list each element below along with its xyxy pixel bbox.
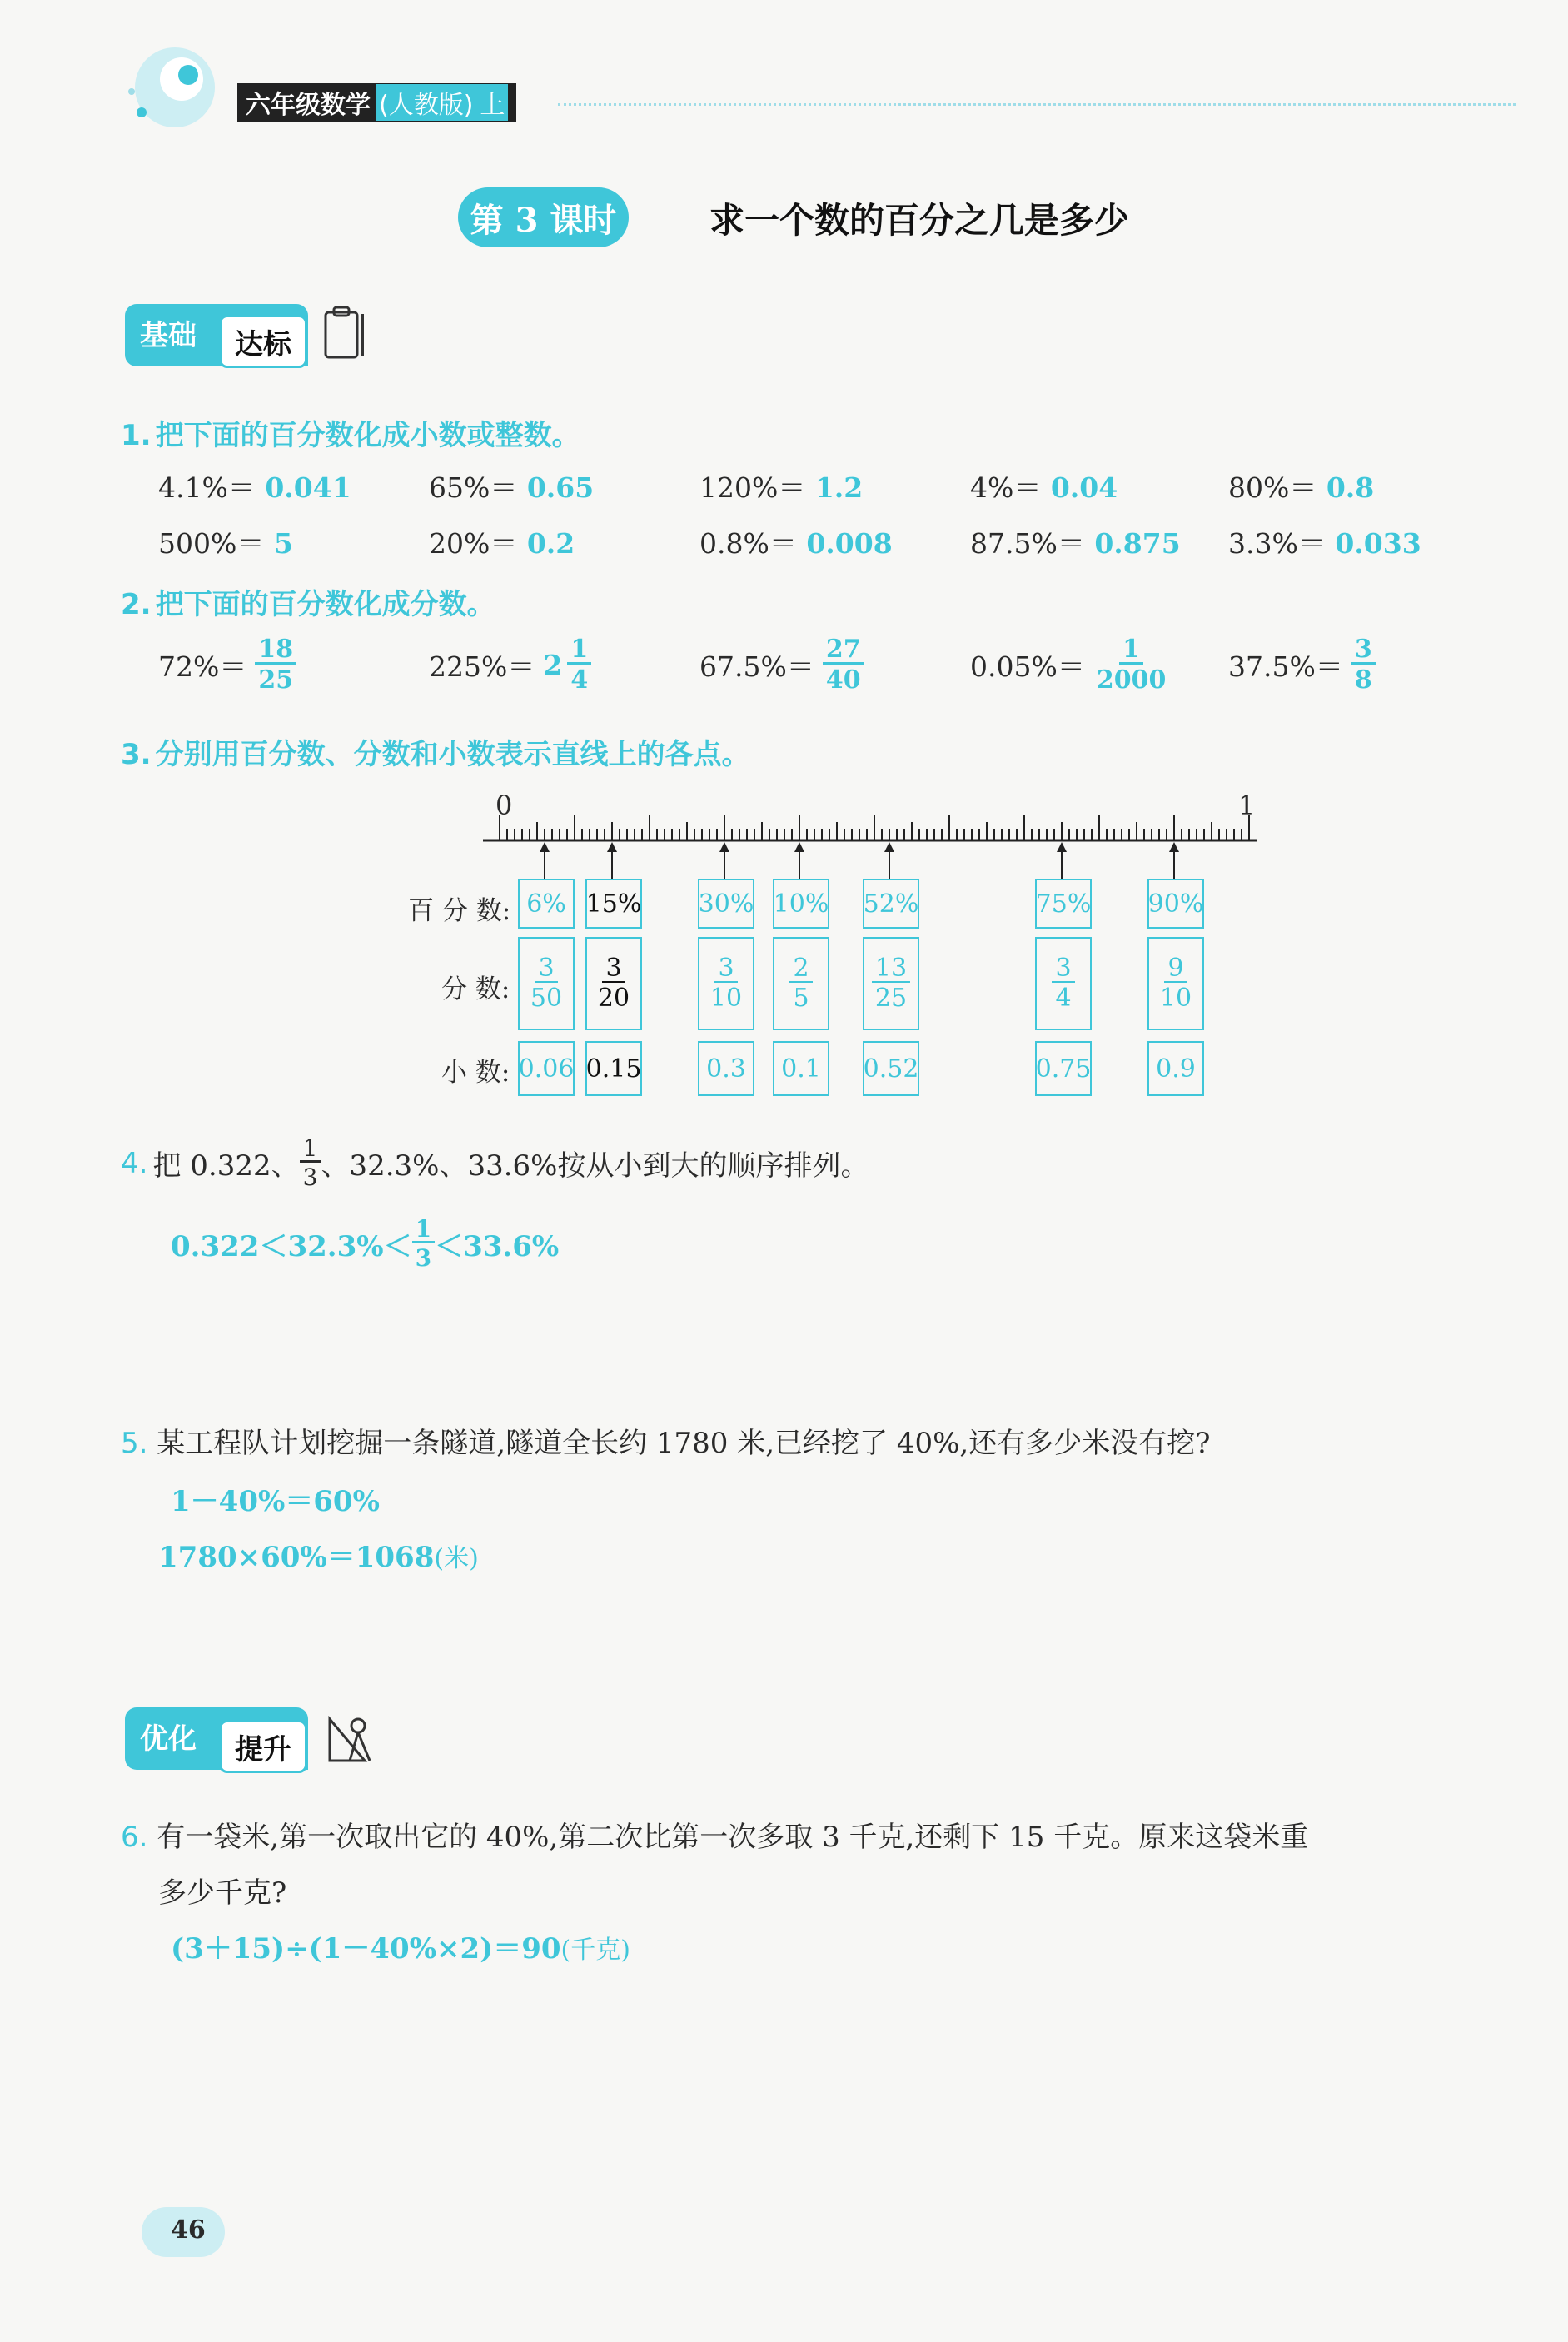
q6-question-line1 <box>121 1814 1308 1855</box>
decimal-box: 0.75 <box>1035 1041 1092 1096</box>
decimal-box: 0.52 <box>863 1041 919 1096</box>
percent-box: 75% <box>1035 879 1092 929</box>
decimal-box: 0.3 <box>698 1041 754 1096</box>
percent-box: 10% <box>773 879 829 929</box>
fraction-box <box>518 937 575 1030</box>
number-line-arrowhead <box>884 842 894 852</box>
q1-expr: 0.8%＝ <box>699 527 797 560</box>
q2-answer-den: 2000 <box>1096 665 1167 695</box>
fraction-box <box>773 937 829 1030</box>
q4-answer-den: 3 <box>415 1244 432 1272</box>
q1-answer: 0.033 <box>1325 527 1421 560</box>
q4-answer <box>171 1215 560 1272</box>
q2-item <box>970 637 1169 693</box>
decimal-box: 0.15 <box>585 1041 642 1096</box>
q1-expr: 500%＝ <box>158 527 265 560</box>
q1-answer: 0.65 <box>517 471 595 504</box>
section-basic-tab-text: 基础 <box>140 319 197 352</box>
decimal-box: 0.9 <box>1147 1041 1204 1096</box>
q2-answer-den: 25 <box>258 665 294 695</box>
q1-item <box>1228 522 1421 561</box>
q2-item <box>429 637 591 693</box>
header-edition: (人教版) <box>376 84 476 121</box>
q5-answer-line1: 1－40%＝60% <box>171 1485 380 1518</box>
q2-answer-num: 1 <box>1119 637 1143 665</box>
q2-answer-den: 40 <box>825 665 861 695</box>
q2-number: 2. <box>121 588 152 621</box>
q5-answer-line2-expr: 1780×60%＝1068 <box>158 1541 435 1574</box>
fraction-box-den: 5 <box>793 984 809 1013</box>
q1-item <box>970 466 1118 506</box>
q2-answer-fraction <box>255 637 296 693</box>
q4-fraction-num: 1 <box>300 1137 321 1163</box>
q2-expr: 72%＝ <box>158 650 247 683</box>
header-ornament <box>117 42 225 133</box>
q2-answer <box>255 637 296 693</box>
q1-item <box>970 522 1181 561</box>
q6-text-line1: 有一袋米,第一次取出它的 40%,第二次比第一次多取 3 千克,还剩下 15 千克。原来这袋米重 <box>157 1821 1309 1854</box>
page-number: 46 <box>171 2215 206 2245</box>
section-advanced-tab-text: 优化 <box>140 1722 197 1756</box>
q1-answer: 0.8 <box>1317 471 1375 504</box>
q2-answer <box>1093 637 1170 693</box>
q6-answer-expr: (3＋15)÷(1－40%×2)＝90 <box>171 1932 561 1966</box>
q4-number: 4. <box>121 1146 148 1180</box>
section-basic-label <box>219 315 307 368</box>
q5-text: 某工程队计划挖掘一条隧道,隧道全长约 1780 米,已经挖了 40%,还有多少米没有挖? <box>157 1427 1211 1460</box>
q2-answer-fraction <box>1093 637 1170 693</box>
q1-expr: 3.3%＝ <box>1228 527 1326 560</box>
q5-answer-line2 <box>158 1534 479 1575</box>
q2-answer-fraction <box>823 637 864 693</box>
q2-answer <box>1351 637 1376 693</box>
fraction-box-den: 10 <box>709 984 743 1013</box>
fraction-box-value <box>527 956 565 1011</box>
number-line-start-label: 0 <box>495 790 513 821</box>
percent-box: 52% <box>863 879 919 929</box>
q1-expr: 65%＝ <box>429 471 518 504</box>
fraction-box-value <box>1052 956 1074 1011</box>
q4-fraction-den: 3 <box>302 1164 318 1191</box>
geometry-tools-icon <box>325 1707 379 1769</box>
q2-answer-num: 27 <box>823 637 864 665</box>
q1-expr: 87.5%＝ <box>970 527 1085 560</box>
number-line-arrowhead <box>719 842 729 852</box>
q6-answer <box>171 1926 630 1966</box>
section-advanced-label <box>219 1720 307 1773</box>
q2-item <box>699 637 864 693</box>
q4-answer-part-b: ＜33.6% <box>435 1230 560 1263</box>
q1-expr: 120%＝ <box>699 471 806 504</box>
lesson-badge-text: 第 3 课时 <box>470 200 617 240</box>
q4-answer-part-a: 0.322＜32.3%＜ <box>171 1230 412 1263</box>
clipboard-icon <box>321 304 371 366</box>
q2-expr: 225%＝ <box>429 650 535 683</box>
q1-item <box>429 466 594 506</box>
number-line-arrowhead <box>794 842 804 852</box>
fraction-box-num: 3 <box>602 956 625 983</box>
header-rule <box>558 103 1516 106</box>
q1-heading <box>121 412 580 453</box>
q3-number: 3. <box>121 738 152 771</box>
q2-answer <box>543 637 591 693</box>
q1-item <box>158 466 351 506</box>
q2-answer-num: 18 <box>255 637 296 665</box>
q4-question <box>121 1134 869 1191</box>
q6-answer-unit: (千克) <box>560 1936 630 1965</box>
q2-text: 把下面的百分数化成分数。 <box>155 588 495 621</box>
row-label-decimal: 小 数: <box>441 1058 510 1088</box>
fraction-box-value <box>789 956 812 1011</box>
percent-box: 90% <box>1147 879 1204 929</box>
row-label-fraction: 分 数: <box>441 974 510 1004</box>
q1-answer: 1.2 <box>805 471 864 504</box>
q3-heading <box>121 731 750 772</box>
header-label <box>237 83 516 122</box>
q2-answer-fraction <box>567 637 591 693</box>
fraction-box <box>698 937 754 1030</box>
fraction-box-num: 3 <box>1052 956 1074 983</box>
row-label-percent: 百 分 数: <box>408 896 511 926</box>
q2-expr: 67.5%＝ <box>699 650 814 683</box>
q2-expr: 0.05%＝ <box>970 650 1085 683</box>
fraction-box-num: 13 <box>872 956 910 983</box>
q4-prefix: 把 0.322、 <box>152 1149 300 1183</box>
q2-answer <box>823 637 864 693</box>
number-line-arrowhead <box>1057 842 1067 852</box>
header-grade: 六年级数学 <box>246 91 371 120</box>
q1-item <box>699 466 863 506</box>
q5-answer-unit: (米) <box>434 1544 479 1573</box>
q1-number: 1. <box>121 419 152 452</box>
fraction-box-num: 2 <box>789 956 812 983</box>
q2-answer-num: 1 <box>567 637 591 665</box>
q1-item <box>1228 466 1374 506</box>
q1-item <box>158 522 293 561</box>
q1-answer: 0.875 <box>1084 527 1181 560</box>
q5-number: 5. <box>121 1427 148 1460</box>
fraction-box-value <box>595 956 633 1011</box>
q1-answer: 0.008 <box>796 527 893 560</box>
header-volume: 上 <box>476 84 508 121</box>
decimal-box: 0.06 <box>518 1041 575 1096</box>
q2-heading <box>121 581 495 622</box>
number-line-end-label: 1 <box>1238 790 1256 821</box>
number-line <box>466 812 1266 879</box>
number-line-arrowhead <box>540 842 550 852</box>
section-basic-label-text: 达标 <box>235 327 291 361</box>
fraction-box-num: 3 <box>714 956 737 983</box>
number-line-arrowhead <box>607 842 617 852</box>
q1-expr: 4%＝ <box>970 471 1042 504</box>
q1-expr: 20%＝ <box>429 527 518 560</box>
q2-item <box>1228 637 1376 693</box>
q1-answer: 5 <box>264 527 293 560</box>
q2-answer-fraction <box>1351 637 1376 693</box>
q1-answer: 0.2 <box>517 527 575 560</box>
lesson-badge <box>458 187 629 247</box>
fraction-box-value <box>1157 956 1195 1011</box>
decimal-box: 0.1 <box>773 1041 829 1096</box>
q1-answer: 0.04 <box>1041 471 1118 504</box>
fraction-box-den: 50 <box>530 984 563 1013</box>
q2-item <box>158 637 296 693</box>
q6-question-line2: 多少千克? <box>158 1876 287 1910</box>
q4-answer-fraction <box>412 1215 435 1272</box>
lesson-title: 求一个数的百分之几是多少 <box>709 200 1130 241</box>
fraction-box-value <box>707 956 745 1011</box>
number-line-arrowhead <box>1169 842 1179 852</box>
fraction-box <box>1147 937 1204 1030</box>
q5-question <box>121 1420 1210 1461</box>
q2-expr: 37.5%＝ <box>1228 650 1343 683</box>
q1-text: 把下面的百分数化成小数或整数。 <box>155 419 580 452</box>
fraction-box-num: 3 <box>535 956 557 983</box>
q2-answer-den: 8 <box>1354 665 1372 695</box>
fraction-box-den: 10 <box>1159 984 1192 1013</box>
q1-expr: 80%＝ <box>1228 471 1317 504</box>
q4-fraction <box>300 1134 321 1191</box>
fraction-box-den: 20 <box>597 984 630 1013</box>
q1-item <box>429 522 575 561</box>
section-advanced-label-text: 提升 <box>235 1732 291 1766</box>
fraction-box <box>863 937 919 1030</box>
fraction-box <box>585 937 642 1030</box>
q2-answer-whole: 2 <box>543 649 563 681</box>
q1-expr: 4.1%＝ <box>158 471 256 504</box>
q4-answer-num: 1 <box>412 1218 435 1243</box>
percent-box: 6% <box>518 879 575 929</box>
fraction-box <box>1035 937 1092 1030</box>
q6-number: 6. <box>121 1821 148 1854</box>
q2-answer-num: 3 <box>1351 637 1376 665</box>
fraction-box-num: 9 <box>1164 956 1187 983</box>
percent-box: 15% <box>585 879 642 929</box>
fraction-box-den: 4 <box>1055 984 1072 1013</box>
fraction-box-value <box>872 956 910 1011</box>
q3-text: 分别用百分数、分数和小数表示直线上的各点。 <box>155 738 750 771</box>
percent-box: 30% <box>698 879 754 929</box>
fraction-box-den: 25 <box>874 984 908 1013</box>
q2-answer-den: 4 <box>570 665 589 695</box>
q1-answer: 0.041 <box>255 471 351 504</box>
q1-item <box>699 522 893 561</box>
q4-suffix: 、32.3%、33.6%按从小到大的顺序排列。 <box>321 1149 869 1183</box>
